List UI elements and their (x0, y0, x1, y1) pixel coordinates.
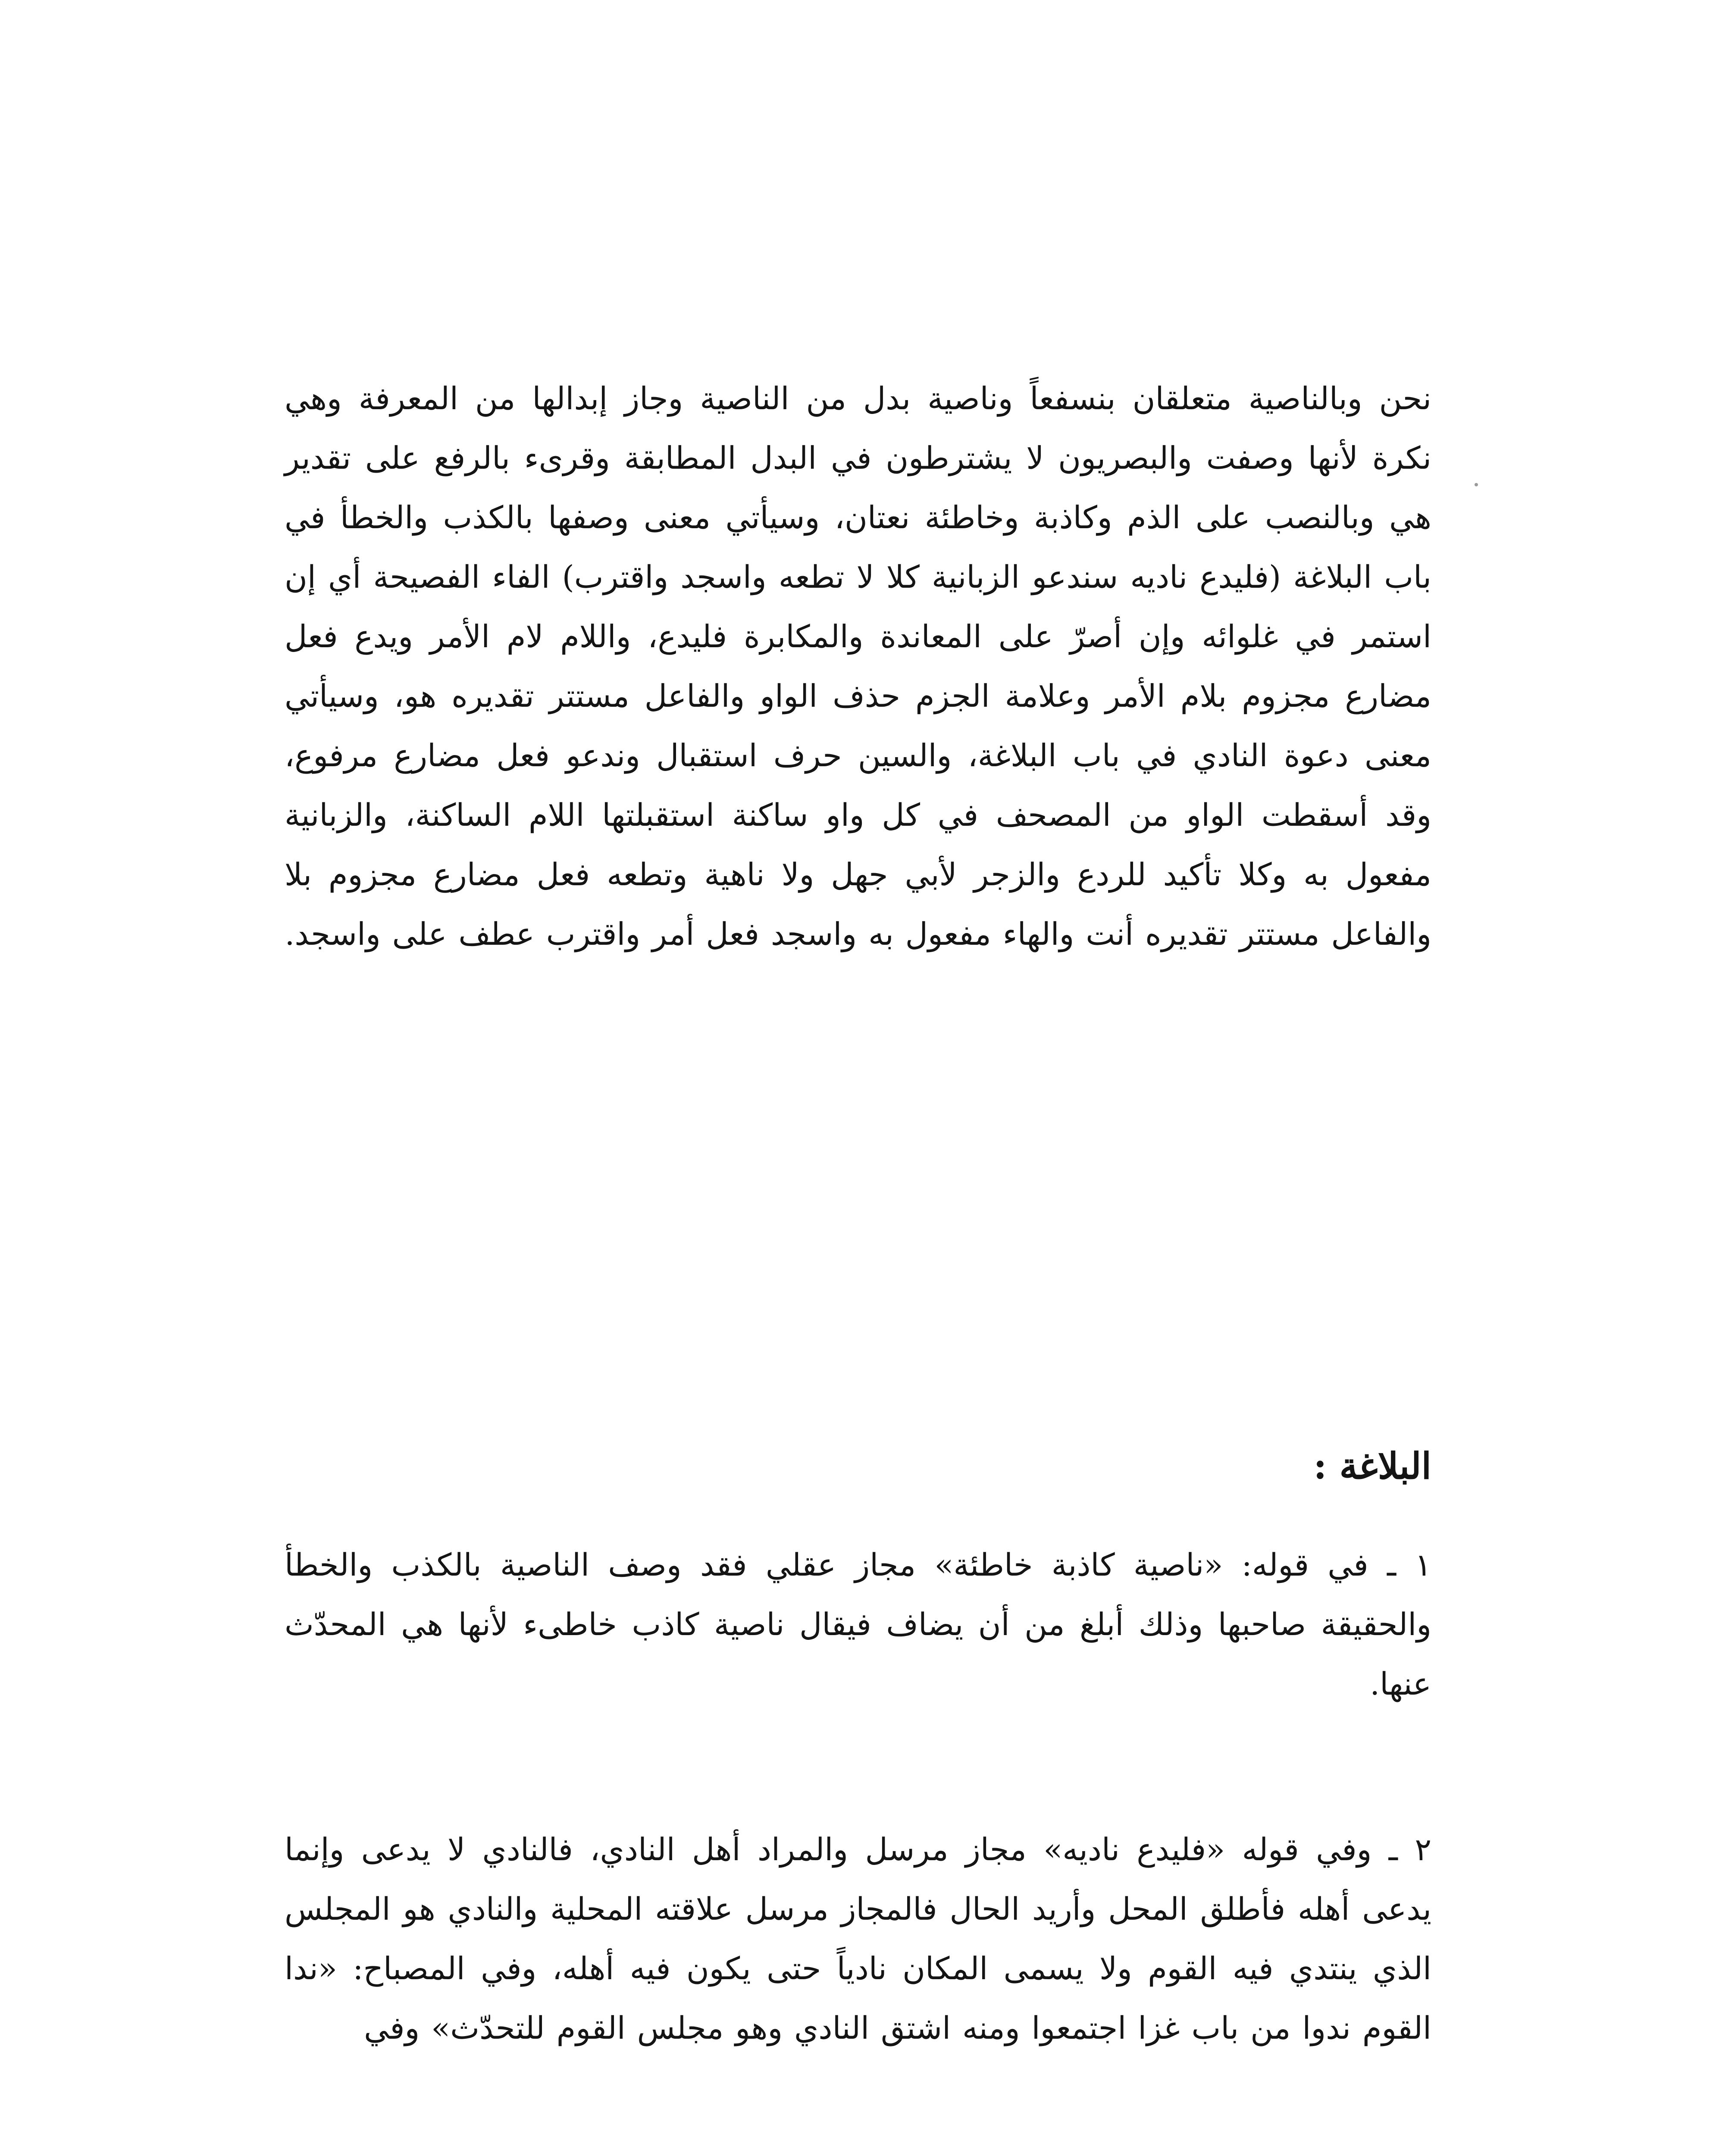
section-heading: البلاغة : (1313, 1445, 1431, 1487)
rhetoric-point-2-text: ٢ ـ وفي قوله «فليدع ناديه» مجاز مرسل والمراد أهل النادي، فالنادي لا يدعى وإنما يدعى أهله فأطلق المحل وأريد الحال فالمجاز مرسل علاقته المحلية والنادي هو المجلس الذي ينتدي فيه القوم ولا يسمى المكان نادياً حتى يكون فيه أهله، وفي المصباح: «ندا القوم ندوا من باب غزا اجتمعوا ومنه اشتق النادي وهو مجلس القوم للتحدّث» وفي (285, 1831, 1432, 2046)
rhetoric-point-1 (285, 1535, 1431, 1714)
rhetoric-point-1-text: ١ ـ في قوله: «ناصية كاذبة خاطئة» مجاز عقلي فقد وصف الناصية بالكذب والخطأ والحقيقة صاحبها وذلك أبلغ من أن يضاف فيقال ناصية كاذب خاطىء لأنها هي المحدّث عنها. (285, 1547, 1432, 1702)
main-paragraph-text: نحن وبالناصية متعلقان بنسفعاً وناصية بدل من الناصية وجاز إبدالها من المعرفة وهي نكرة لأنها وصفت والبصريون لا يشترطون في البدل المطابقة وقرىء بالرفع على تقدير هي وبالنصب على الذم وكاذبة وخاطئة نعتان، وسيأتي معنى وصفها بالكذب والخطأ في باب البلاغة (فليدع ناديه سندعو الزبانية كلا لا تطعه واسجد واقترب) الفاء الفصيحة أي إن استمر في غلوائه وإن أصرّ على المعاندة والمكابرة فليدع، واللام لام الأمر ويدع فعل مضارع مجزوم بلام الأمر وعلامة الجزم حذف الواو والفاعل مستتر تقديره هو، وسيأتي معنى دعوة النادي في باب البلاغة، والسين حرف استقبال وندعو فعل مضارع مرفوع، وقد أسقطت الواو من المصحف في كل واو ساكنة استقبلتها اللام الساكنة، والزبانية مفعول به وكلا تأكيد للردع والزجر لأبي جهل ولا ناهية وتطعه فعل مضارع مجزوم بلا والفاعل مستتر تقديره أنت والهاء مفعول به واسجد فعل أمر واقترب عطف على واسجد. (285, 380, 1431, 952)
scan-speck (1475, 483, 1478, 486)
rhetoric-point-2 (285, 1820, 1431, 2058)
main-paragraph (285, 369, 1431, 964)
